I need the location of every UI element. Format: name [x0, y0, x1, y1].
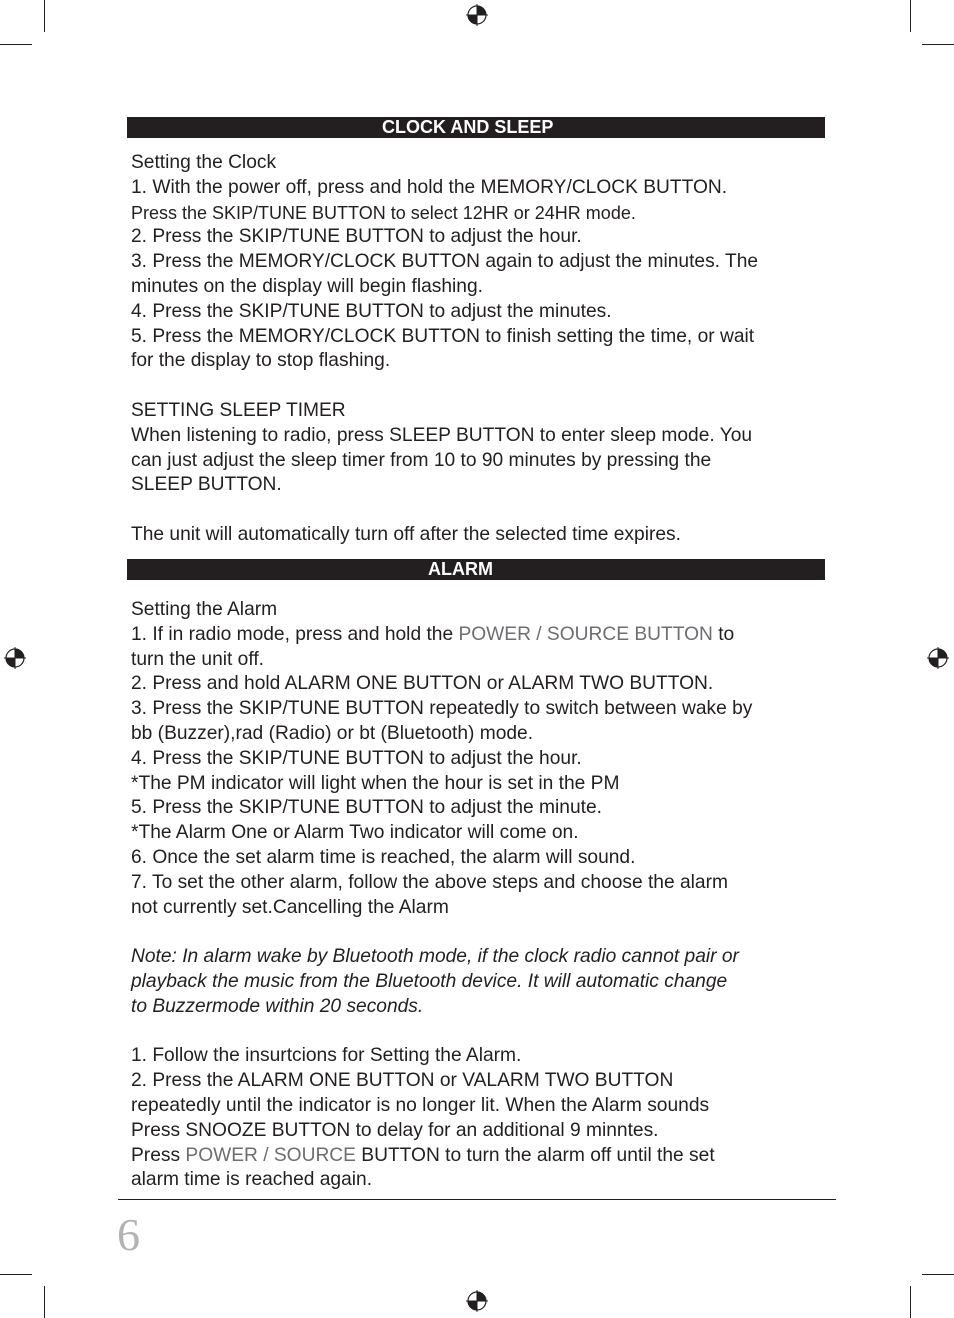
note-line: playback the music from the Bluetooth device. It will automatic change [131, 970, 728, 992]
instruction-line: 3. Press the SKIP/TUNE BUTTON repeatedly to switch between wake by [131, 698, 753, 720]
instruction-line: 7. To set the other alarm, follow the above steps and choose the alarm [131, 871, 728, 893]
instruction-line: 6. Once the set alarm time is reached, the alarm will sound. [131, 846, 636, 868]
clock-instructions [131, 151, 821, 548]
instruction-line: turn the unit off. [131, 648, 264, 670]
instruction-line: 4. Press the SKIP/TUNE BUTTON to adjust the hour. [131, 747, 582, 769]
text-run: 1. If in radio mode, press and hold the [131, 623, 459, 645]
subheading: Setting the Alarm [131, 599, 278, 620]
registration-mark-icon [466, 1290, 488, 1312]
instruction-line: 2. Press the SKIP/TUNE BUTTON to adjust the hour. [131, 226, 582, 248]
section-title: CLOCK AND SLEEP [382, 117, 554, 137]
registration-mark-icon [466, 4, 488, 26]
page-number: 6 [117, 1209, 140, 1260]
text-run: Press [131, 1144, 186, 1166]
instruction-line: 1. With the power off, press and hold the MEMORY/CLOCK BUTTON. [131, 176, 728, 198]
power-source-label: POWER / SOURCE [185, 1144, 356, 1166]
instruction-line: When listening to radio, press SLEEP BUTTON to enter sleep mode. You [131, 424, 753, 446]
instruction-line [131, 1144, 821, 1169]
instruction-line: can just adjust the sleep timer from 10 to 90 minutes by pressing the [131, 449, 712, 471]
instruction-line: 3. Press the MEMORY/CLOCK BUTTON again to adjust the minutes. The [131, 251, 759, 273]
instruction-line: for the display to stop flashing. [131, 350, 391, 372]
section-header-alarm [127, 559, 825, 580]
instruction-line: The unit will automatically turn off after the selected time expires. [131, 523, 681, 545]
crop-mark [910, 0, 911, 32]
alarm-instructions [131, 598, 821, 1193]
footer-rule [118, 1199, 836, 1200]
instruction-line: not currently set.Cancelling the Alarm [131, 896, 449, 918]
instruction-line: bb (Buzzer),rad (Radio) or bt (Bluetooth) mode. [131, 722, 534, 744]
instruction-line: SLEEP BUTTON. [131, 474, 282, 496]
instruction-line: *The PM indicator will light when the hour is set in the PM [131, 772, 620, 794]
instruction-line: 4. Press the SKIP/TUNE BUTTON to adjust the minutes. [131, 300, 612, 322]
instruction-line: 5. Press the SKIP/TUNE BUTTON to adjust the minute. [131, 797, 602, 819]
registration-mark-icon [4, 647, 26, 669]
section-title: ALARM [428, 559, 493, 579]
instruction-line: Press SNOOZE BUTTON to delay for an additional 9 minntes. [131, 1119, 659, 1141]
text-run: BUTTON to turn the alarm off until the set [355, 1144, 715, 1166]
instruction-line: 2. Press the ALARM ONE BUTTON or VALARM TWO BUTTON [131, 1070, 674, 1092]
text-run: to [712, 623, 735, 645]
instruction-line [131, 623, 821, 648]
subheading: SETTING SLEEP TIMER [131, 399, 346, 421]
instruction-line: Press the SKIP/TUNE BUTTON to select 12HR or 24HR mode. [131, 202, 636, 223]
instruction-line: minutes on the display will begin flashing. [131, 275, 483, 297]
crop-mark [922, 1274, 954, 1275]
note-line: to Buzzermode within 20 seconds. [131, 995, 424, 1017]
section-header-clock [127, 117, 825, 138]
crop-mark [922, 44, 954, 45]
instruction-line: alarm time is reached again. [131, 1169, 373, 1191]
instruction-line: *The Alarm One or Alarm Two indicator will come on. [131, 822, 579, 844]
power-source-button-label: POWER / SOURCE BUTTON [458, 623, 713, 645]
registration-mark-icon [927, 647, 949, 669]
crop-mark [0, 1274, 32, 1275]
crop-mark [0, 44, 32, 45]
crop-mark [910, 1286, 911, 1318]
subheading: Setting the Clock [131, 152, 277, 173]
instruction-line: 2. Press and hold ALARM ONE BUTTON or ALARM TWO BUTTON. [131, 673, 714, 695]
note-line: Note: In alarm wake by Bluetooth mode, if the clock radio cannot pair or [131, 946, 739, 968]
instruction-line: 5. Press the MEMORY/CLOCK BUTTON to finish setting the time, or wait [131, 325, 755, 347]
instruction-line: repeatedly until the indicator is no longer lit. When the Alarm sounds [131, 1094, 710, 1116]
crop-mark [44, 1286, 45, 1318]
crop-mark [44, 0, 45, 32]
instruction-line: 1. Follow the insurtcions for Setting the Alarm. [131, 1045, 522, 1067]
